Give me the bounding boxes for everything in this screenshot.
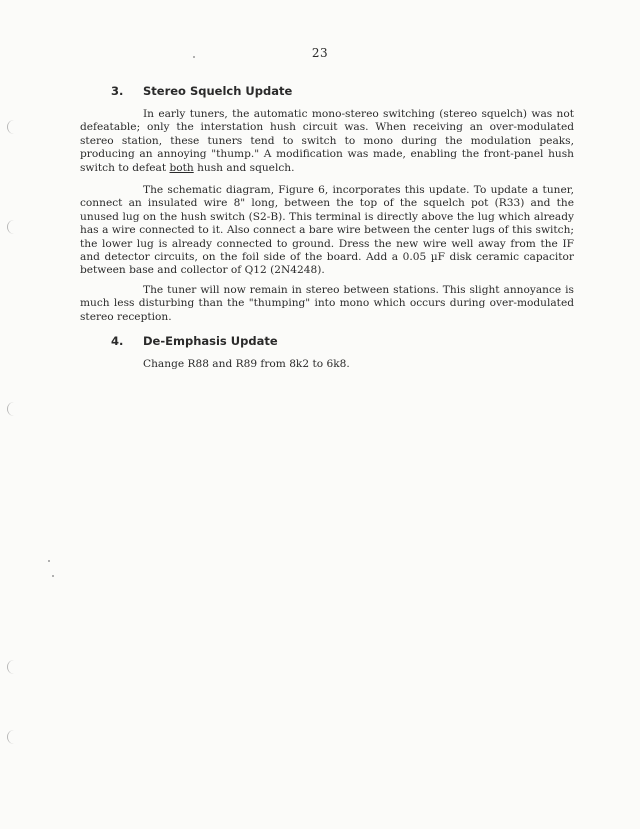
speck: [52, 575, 54, 577]
section-3-number: 3.: [111, 84, 124, 98]
page-number: 23: [311, 46, 329, 60]
section-4-paragraph-1: Change R88 and R89 from 8k2 to 6k8.: [143, 358, 350, 370]
section-3-paragraph-3: [80, 284, 574, 324]
margin-mark: [7, 730, 14, 744]
section-3-paragraph-2-text: The schematic diagram, Figure 6, incorporates this update. To update a tuner, connect an insulated wire 8" long, between the top of the squelch pot (R33) and the unused lug on the hush switch (S2-B). This terminal is directly above the lug which already has a wire connected to it. Also connect a bare wire between the center lugs of this switch; the lower lug is already connected to ground. Dress the new wire well away from the IF and detector circuits, on the foil side of the board. Add a 0.05 µF disk ceramic capacitor between base and collector of Q12 (2N4248).: [80, 184, 574, 277]
section-3-paragraph-1-underlined: both: [169, 161, 194, 174]
margin-mark: [7, 660, 14, 674]
speck: [48, 560, 50, 562]
section-3-paragraph-2: [80, 184, 574, 278]
margin-mark: [7, 402, 14, 416]
section-3-title: Stereo Squelch Update: [143, 84, 293, 98]
margin-mark: [7, 220, 14, 234]
section-3-paragraph-1: [80, 108, 574, 175]
speck: [193, 56, 195, 58]
margin-mark: [7, 120, 14, 134]
section-4-number: 4.: [111, 334, 124, 348]
section-4-title: De-Emphasis Update: [143, 334, 278, 348]
section-3-paragraph-1-text-b: hush and squelch.: [193, 161, 295, 174]
section-4-heading: [111, 334, 278, 348]
section-3-heading: [111, 84, 292, 98]
section-3-paragraph-3-text: The tuner will now remain in stereo between stations. This slight annoyance is much less disturbing than the "thumping" into mono which occurs during over-modulated stereo reception.: [80, 284, 574, 323]
section-3-paragraph-1-text-a: In early tuners, the automatic mono-stereo switching (stereo squelch) was not defeatable; only the interstation hush circuit was. When receiving an over-modulated stereo station, these tuners tend to switch to mono during the modulation peaks, producing an annoying "thump." A modification was made, enabling the front-panel hush switch to defeat: [80, 108, 574, 174]
